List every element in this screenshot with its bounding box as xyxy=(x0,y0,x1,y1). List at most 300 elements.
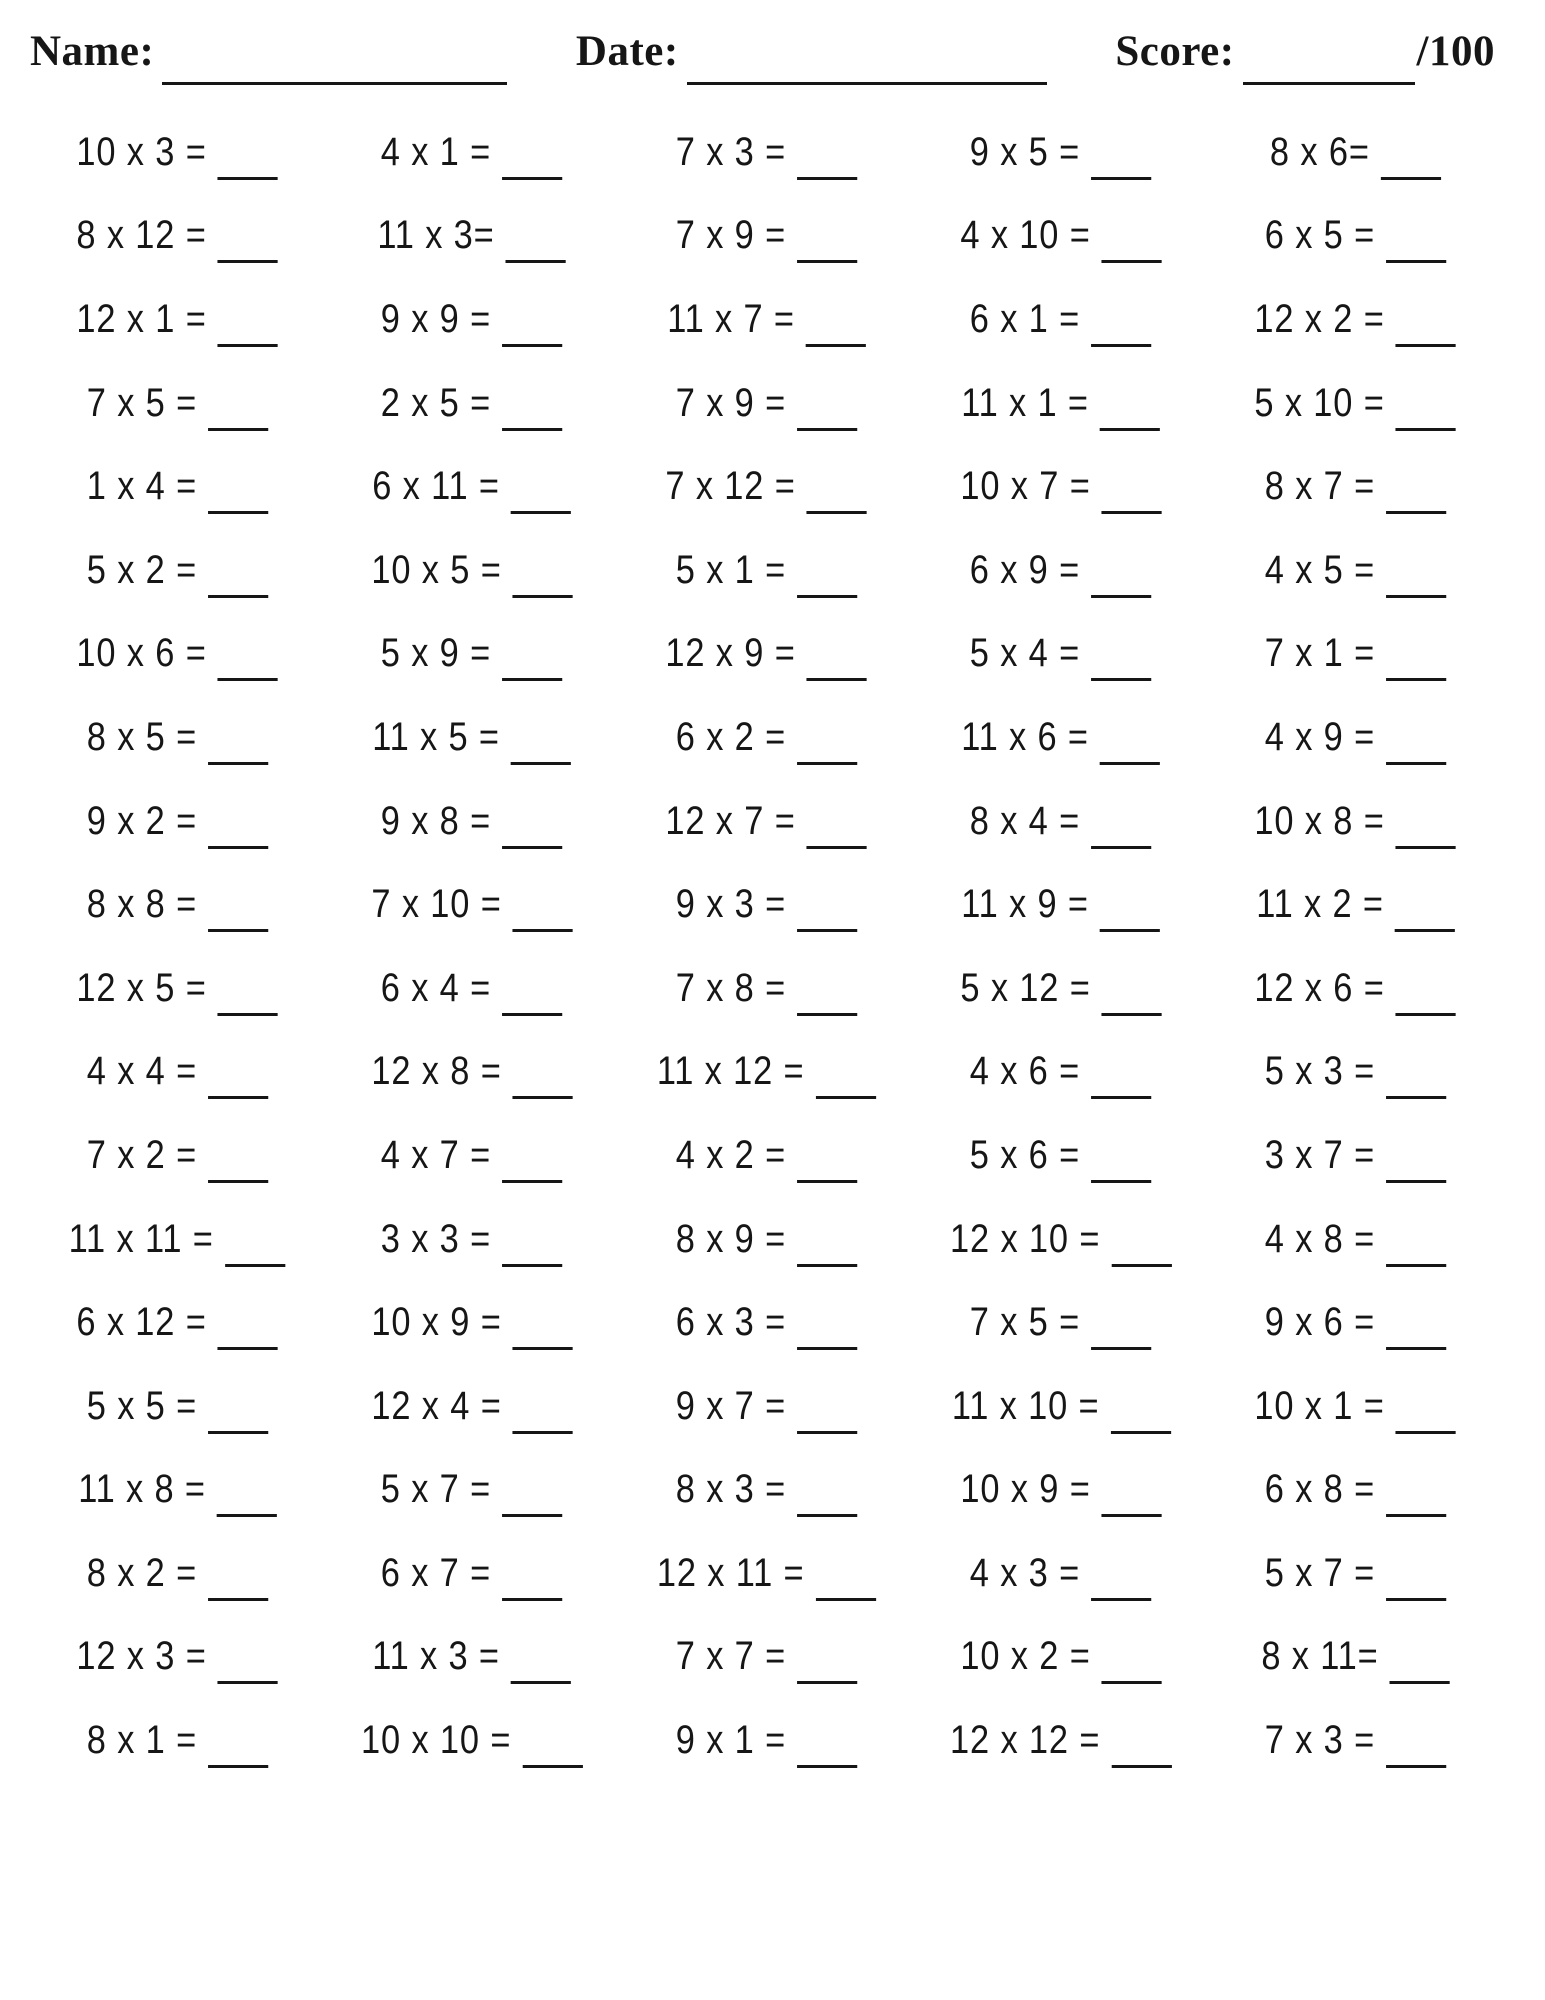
problem-cell xyxy=(30,698,325,782)
problem-cell xyxy=(914,197,1209,281)
problem-expression: 8 x 7 = xyxy=(1264,464,1376,509)
problem-cell xyxy=(1208,113,1503,197)
problem-content xyxy=(657,1551,876,1601)
problem-content xyxy=(970,130,1152,180)
problem-cell xyxy=(914,1451,1209,1535)
answer-blank-line xyxy=(1092,1317,1152,1350)
answer-blank-line xyxy=(1102,1484,1162,1517)
problem-cell xyxy=(619,698,914,782)
problem-expression: 5 x 1 = xyxy=(675,547,786,592)
problem-expression: 11 x 11 = xyxy=(69,1216,215,1261)
problem-cell xyxy=(1208,1283,1503,1367)
problem-content xyxy=(1265,1217,1447,1267)
problem-expression: 7 x 9 = xyxy=(675,380,786,425)
problem-cell xyxy=(325,865,620,949)
problem-content xyxy=(950,1217,1172,1267)
problem-content xyxy=(952,1384,1171,1434)
problem-content xyxy=(86,1049,268,1099)
problem-cell xyxy=(325,698,620,782)
answer-blank-line xyxy=(1092,147,1152,180)
answer-blank-line xyxy=(797,1735,857,1768)
problem-content xyxy=(676,1634,858,1684)
answer-blank-line xyxy=(1386,1735,1446,1768)
problem-content xyxy=(1265,1551,1447,1601)
answer-blank-line xyxy=(208,398,268,431)
problem-expression: 11 x 3= xyxy=(377,213,495,258)
problem-expression: 5 x 12 = xyxy=(960,965,1091,1010)
answer-blank-line xyxy=(1092,648,1152,681)
problem-cell xyxy=(619,1116,914,1200)
problem-expression: 7 x 10 = xyxy=(371,882,502,927)
problem-content xyxy=(371,882,573,932)
answer-blank-line xyxy=(1100,732,1160,765)
answer-blank-line xyxy=(797,899,857,932)
problem-cell xyxy=(325,782,620,866)
problem-expression: 11 x 9 = xyxy=(961,882,1090,927)
problems-grid xyxy=(30,113,1503,1785)
answer-blank-line xyxy=(797,1317,857,1350)
answer-blank-line xyxy=(807,481,867,514)
problem-expression: 4 x 8 = xyxy=(1264,1216,1376,1261)
problem-expression: 4 x 3 = xyxy=(970,1550,1081,1595)
score-label: Score: xyxy=(1115,28,1235,75)
problem-content xyxy=(970,631,1152,681)
answer-blank-line xyxy=(218,648,278,681)
problem-content xyxy=(657,1049,876,1099)
problem-cell xyxy=(325,1116,620,1200)
answer-blank-line xyxy=(218,147,278,180)
problem-content xyxy=(1265,548,1447,598)
problem-content xyxy=(1255,297,1457,347)
problem-cell xyxy=(1208,364,1503,448)
problem-expression: 7 x 8 = xyxy=(675,965,786,1010)
problem-expression: 7 x 5 = xyxy=(970,1300,1081,1345)
problem-cell xyxy=(30,949,325,1033)
problem-cell xyxy=(325,1701,620,1785)
problem-expression: 8 x 5 = xyxy=(86,714,197,759)
problem-content xyxy=(381,1551,563,1601)
problem-cell xyxy=(619,1367,914,1451)
problem-expression: 5 x 7 = xyxy=(381,1467,492,1512)
problem-cell xyxy=(914,447,1209,531)
problem-expression: 5 x 9 = xyxy=(381,631,492,676)
problem-cell xyxy=(30,1451,325,1535)
answer-blank-line xyxy=(503,314,563,347)
problem-expression: 9 x 5 = xyxy=(970,129,1081,174)
problem-expression: 12 x 2 = xyxy=(1254,296,1386,341)
problem-expression: 6 x 12 = xyxy=(76,1300,207,1345)
problem-content xyxy=(69,1217,286,1267)
answer-blank-line xyxy=(506,230,566,263)
answer-blank-line xyxy=(1396,1401,1456,1434)
problem-content xyxy=(676,1384,858,1434)
problem-expression: 11 x 7 = xyxy=(666,296,795,341)
answer-blank-line xyxy=(511,1651,571,1684)
answer-blank-line xyxy=(512,565,572,598)
problem-content xyxy=(86,1133,268,1183)
problem-expression: 8 x 4 = xyxy=(970,798,1081,843)
answer-blank-line xyxy=(1100,398,1160,431)
problem-cell xyxy=(30,1033,325,1117)
answer-blank-line xyxy=(208,816,268,849)
problem-cell xyxy=(914,698,1209,782)
problem-expression: 12 x 10 = xyxy=(950,1216,1101,1261)
problem-content xyxy=(1265,1300,1447,1350)
problem-content xyxy=(86,381,268,431)
answer-blank-line xyxy=(503,983,563,1016)
answer-blank-line xyxy=(807,816,867,849)
problem-cell xyxy=(914,1116,1209,1200)
problem-content xyxy=(970,1300,1152,1350)
answer-blank-line xyxy=(512,1401,572,1434)
answer-blank-line xyxy=(1092,816,1152,849)
problem-expression: 9 x 2 = xyxy=(86,798,197,843)
problem-expression: 4 x 1 = xyxy=(381,129,492,174)
problem-content xyxy=(970,1133,1152,1183)
problem-expression: 11 x 6 = xyxy=(961,714,1090,759)
problem-content xyxy=(381,130,563,180)
problem-content xyxy=(381,1467,563,1517)
problem-cell xyxy=(325,113,620,197)
answer-blank-line xyxy=(1092,314,1152,347)
answer-blank-line xyxy=(512,1317,572,1350)
problem-cell xyxy=(30,531,325,615)
answer-blank-line xyxy=(797,398,857,431)
answer-blank-line xyxy=(1386,481,1446,514)
answer-blank-line xyxy=(208,732,268,765)
problem-cell xyxy=(914,615,1209,699)
answer-blank-line xyxy=(218,230,278,263)
answer-blank-line xyxy=(1396,816,1456,849)
problem-content xyxy=(76,213,278,263)
answer-blank-line xyxy=(1390,1651,1450,1684)
answer-blank-line xyxy=(797,732,857,765)
problem-cell xyxy=(914,782,1209,866)
answer-blank-line xyxy=(1386,230,1446,263)
answer-blank-line xyxy=(1102,230,1162,263)
problem-content xyxy=(676,1718,858,1768)
problem-cell xyxy=(914,364,1209,448)
problem-expression: 7 x 9 = xyxy=(675,213,786,258)
answer-blank-line xyxy=(1396,398,1456,431)
answer-blank-line xyxy=(503,1150,563,1183)
problem-cell xyxy=(30,1701,325,1785)
problem-content xyxy=(1255,1384,1457,1434)
problem-content xyxy=(86,548,268,598)
answer-blank-line xyxy=(208,899,268,932)
answer-blank-line xyxy=(218,1317,278,1350)
problem-expression: 7 x 12 = xyxy=(665,464,796,509)
problem-cell xyxy=(914,113,1209,197)
problem-content xyxy=(1255,381,1457,431)
problem-expression: 7 x 3 = xyxy=(1264,1718,1376,1763)
answer-blank-line xyxy=(522,1735,582,1768)
problem-expression: 12 x 4 = xyxy=(371,1383,502,1428)
problem-cell xyxy=(30,1200,325,1284)
problem-expression: 9 x 8 = xyxy=(381,798,492,843)
problem-expression: 12 x 12 = xyxy=(950,1718,1101,1763)
problem-content xyxy=(666,464,868,514)
answer-blank-line xyxy=(1386,1066,1446,1099)
problem-cell xyxy=(619,1618,914,1702)
problem-expression: 10 x 9 = xyxy=(371,1300,502,1345)
answer-blank-line xyxy=(1102,481,1162,514)
problem-cell xyxy=(1208,865,1503,949)
problem-cell xyxy=(619,1033,914,1117)
problem-content xyxy=(371,548,573,598)
problem-expression: 3 x 3 = xyxy=(381,1216,492,1261)
problem-expression: 10 x 3 = xyxy=(76,129,207,174)
problem-cell xyxy=(30,280,325,364)
problem-content xyxy=(676,381,858,431)
problem-cell xyxy=(325,531,620,615)
problem-content xyxy=(960,1467,1162,1517)
problem-cell xyxy=(1208,1367,1503,1451)
problem-content xyxy=(666,631,868,681)
problem-expression: 8 x 1 = xyxy=(86,1718,197,1763)
answer-blank-line xyxy=(1386,732,1446,765)
problem-cell xyxy=(619,364,914,448)
worksheet-header xyxy=(30,30,1503,73)
answer-blank-line xyxy=(1396,983,1456,1016)
problem-expression: 5 x 3 = xyxy=(1264,1049,1376,1094)
problem-cell xyxy=(619,865,914,949)
answer-blank-line xyxy=(1092,1066,1152,1099)
problem-expression: 10 x 6 = xyxy=(76,631,207,676)
problem-cell xyxy=(30,1367,325,1451)
problem-expression: 2 x 5 = xyxy=(381,380,492,425)
problem-cell xyxy=(325,615,620,699)
problem-cell xyxy=(325,280,620,364)
problem-expression: 11 x 5 = xyxy=(372,714,501,759)
problem-content xyxy=(86,799,268,849)
answer-blank-line xyxy=(1386,1234,1446,1267)
problem-expression: 6 x 7 = xyxy=(381,1550,492,1595)
problem-content xyxy=(1265,1467,1447,1517)
problem-expression: 5 x 4 = xyxy=(970,631,1081,676)
problem-cell xyxy=(325,197,620,281)
problem-expression: 3 x 7 = xyxy=(1264,1132,1376,1177)
problem-content xyxy=(371,1049,573,1099)
problem-cell xyxy=(914,1283,1209,1367)
answer-blank-line xyxy=(208,1401,268,1434)
answer-blank-line xyxy=(512,1066,572,1099)
problem-expression: 8 x 8 = xyxy=(86,882,197,927)
answer-blank-line xyxy=(1386,1568,1446,1601)
answer-blank-line xyxy=(503,1234,563,1267)
problem-expression: 9 x 9 = xyxy=(381,296,492,341)
problem-content xyxy=(1270,130,1441,180)
problem-content xyxy=(86,1384,268,1434)
problem-expression: 10 x 8 = xyxy=(1254,798,1386,843)
problem-content xyxy=(76,631,278,681)
problem-content xyxy=(676,882,858,932)
problem-cell xyxy=(325,1618,620,1702)
answer-blank-line xyxy=(1092,1150,1152,1183)
score-field-group xyxy=(1115,30,1495,73)
problem-expression: 12 x 6 = xyxy=(1254,965,1386,1010)
answer-blank-line xyxy=(1386,1484,1446,1517)
answer-blank-line xyxy=(208,565,268,598)
name-field-group xyxy=(30,30,507,73)
answer-blank-line xyxy=(797,983,857,1016)
answer-blank-line xyxy=(816,1568,876,1601)
problem-expression: 10 x 9 = xyxy=(960,1467,1091,1512)
problem-expression: 5 x 6 = xyxy=(970,1132,1081,1177)
problem-content xyxy=(361,1718,583,1768)
problem-cell xyxy=(914,1534,1209,1618)
problem-content xyxy=(1265,1049,1447,1099)
problem-expression: 4 x 4 = xyxy=(86,1049,197,1094)
problem-cell xyxy=(30,1283,325,1367)
problem-expression: 8 x 9 = xyxy=(675,1216,786,1261)
problem-content xyxy=(962,715,1161,765)
problem-cell xyxy=(1208,949,1503,1033)
problem-cell xyxy=(30,1116,325,1200)
problem-cell xyxy=(619,447,914,531)
problem-cell xyxy=(1208,1701,1503,1785)
problem-content xyxy=(76,966,278,1016)
answer-blank-line xyxy=(208,481,268,514)
problem-content xyxy=(667,297,866,347)
problem-expression: 7 x 5 = xyxy=(86,380,197,425)
answer-blank-line xyxy=(208,1735,268,1768)
problem-content xyxy=(1265,464,1447,514)
problem-cell xyxy=(325,1200,620,1284)
problem-cell xyxy=(325,1534,620,1618)
answer-blank-line xyxy=(503,1484,563,1517)
problem-content xyxy=(676,548,858,598)
problem-cell xyxy=(619,949,914,1033)
problem-cell xyxy=(619,280,914,364)
problem-cell xyxy=(1208,1618,1503,1702)
problem-cell xyxy=(914,865,1209,949)
answer-blank-line xyxy=(797,1234,857,1267)
score-blank-line xyxy=(1243,82,1415,85)
problem-cell xyxy=(1208,1534,1503,1618)
problem-expression: 12 x 8 = xyxy=(371,1049,502,1094)
name-label: Name: xyxy=(30,28,155,75)
problem-cell xyxy=(914,949,1209,1033)
problem-expression: 11 x 8 = xyxy=(77,1467,206,1512)
date-label: Date: xyxy=(575,28,679,75)
problem-content xyxy=(666,799,868,849)
problem-expression: 6 x 5 = xyxy=(1264,213,1376,258)
answer-blank-line xyxy=(816,1066,876,1099)
answer-blank-line xyxy=(806,314,866,347)
problem-cell xyxy=(30,615,325,699)
problem-expression: 5 x 5 = xyxy=(86,1383,197,1428)
problem-cell xyxy=(914,1033,1209,1117)
answer-blank-line xyxy=(797,1484,857,1517)
problem-cell xyxy=(1208,615,1503,699)
answer-blank-line xyxy=(503,816,563,849)
problem-cell xyxy=(325,1367,620,1451)
answer-blank-line xyxy=(217,1484,277,1517)
answer-blank-line xyxy=(1396,314,1456,347)
problem-content xyxy=(372,715,571,765)
problem-content xyxy=(970,297,1152,347)
answer-blank-line xyxy=(1386,565,1446,598)
problem-expression: 4 x 2 = xyxy=(675,1132,786,1177)
problem-content xyxy=(970,1551,1152,1601)
problem-expression: 10 x 5 = xyxy=(371,547,502,592)
problem-expression: 11 x 1 = xyxy=(961,380,1090,425)
problem-cell xyxy=(1208,1116,1503,1200)
problem-cell xyxy=(30,364,325,448)
problem-content xyxy=(960,213,1162,263)
answer-blank-line xyxy=(511,732,571,765)
problem-content xyxy=(381,966,563,1016)
problem-expression: 6 x 4 = xyxy=(381,965,492,1010)
problem-content xyxy=(950,1718,1172,1768)
problem-content xyxy=(1265,715,1447,765)
answer-blank-line xyxy=(1092,1568,1152,1601)
problem-expression: 7 x 2 = xyxy=(86,1132,197,1177)
problem-content xyxy=(676,1217,858,1267)
problem-cell xyxy=(619,1701,914,1785)
problem-expression: 4 x 9 = xyxy=(1264,714,1376,759)
answer-blank-line xyxy=(503,1568,563,1601)
problem-expression: 5 x 10 = xyxy=(1254,380,1386,425)
answer-blank-line xyxy=(511,481,571,514)
problem-content xyxy=(1261,1634,1450,1684)
problem-expression: 11 x 10 = xyxy=(951,1383,1100,1428)
problem-content xyxy=(676,715,858,765)
problem-cell xyxy=(914,531,1209,615)
problem-expression: 6 x 9 = xyxy=(970,547,1081,592)
answer-blank-line xyxy=(218,314,278,347)
problem-content xyxy=(372,464,571,514)
answer-blank-line xyxy=(208,1568,268,1601)
answer-blank-line xyxy=(1112,1234,1172,1267)
problem-cell xyxy=(619,615,914,699)
problem-cell xyxy=(619,782,914,866)
problem-cell xyxy=(619,1534,914,1618)
problem-expression: 12 x 9 = xyxy=(665,631,796,676)
problem-cell xyxy=(619,113,914,197)
answer-blank-line xyxy=(1102,1651,1162,1684)
problem-cell xyxy=(1208,782,1503,866)
problem-expression: 7 x 1 = xyxy=(1264,631,1376,676)
problem-content xyxy=(1265,1133,1447,1183)
answer-blank-line xyxy=(1092,565,1152,598)
problem-cell xyxy=(619,531,914,615)
answer-blank-line xyxy=(797,1150,857,1183)
problem-cell xyxy=(1208,1033,1503,1117)
problem-expression: 5 x 2 = xyxy=(86,547,197,592)
problem-cell xyxy=(619,1451,914,1535)
problem-expression: 12 x 11 = xyxy=(656,1550,805,1595)
problem-content xyxy=(1265,213,1447,263)
problem-content xyxy=(86,464,268,514)
problem-cell xyxy=(325,364,620,448)
problem-expression: 7 x 3 = xyxy=(675,129,786,174)
problem-content xyxy=(78,1467,277,1517)
problem-cell xyxy=(30,197,325,281)
problem-cell xyxy=(1208,280,1503,364)
problem-content xyxy=(962,381,1161,431)
problem-cell xyxy=(1208,1451,1503,1535)
problem-expression: 11 x 12 = xyxy=(656,1049,805,1094)
problem-content xyxy=(676,1133,858,1183)
problem-content xyxy=(76,297,278,347)
problem-content xyxy=(960,1634,1162,1684)
answer-blank-line xyxy=(512,899,572,932)
problem-content xyxy=(76,1300,278,1350)
problem-content xyxy=(1255,966,1457,1016)
problem-content xyxy=(970,799,1152,849)
